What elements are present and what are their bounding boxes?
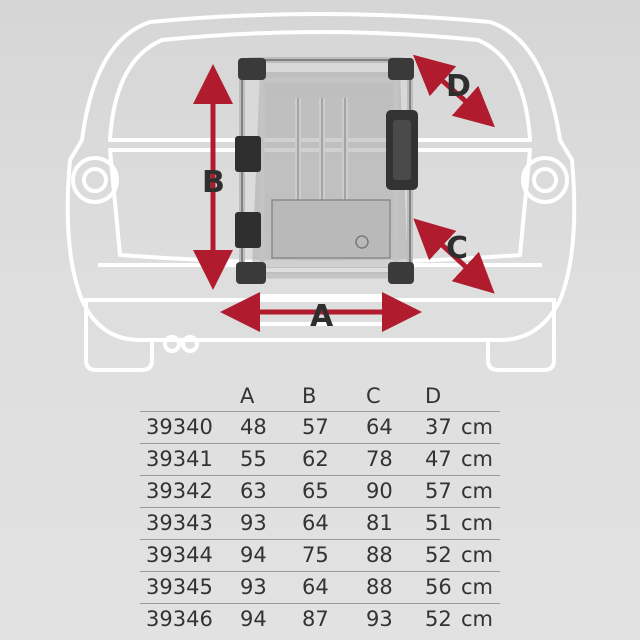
value-a: 94 — [240, 607, 267, 631]
value-a: 93 — [240, 575, 267, 599]
value-b: 87 — [302, 607, 329, 631]
model-number: 39342 — [146, 479, 213, 503]
table-row — [140, 411, 500, 443]
model-number: 39344 — [146, 543, 213, 567]
model-number: 39346 — [146, 607, 213, 631]
value-c: 88 — [366, 543, 393, 567]
value-b: 75 — [302, 543, 329, 567]
unit-label: cm — [461, 415, 494, 439]
model-number: 39341 — [146, 447, 213, 471]
value-b: 65 — [302, 479, 329, 503]
unit-label: cm — [461, 479, 494, 503]
table-row — [140, 571, 500, 603]
unit-label: cm — [461, 607, 494, 631]
value-d: 47 — [425, 447, 452, 471]
model-number: 39343 — [146, 511, 213, 535]
unit-label: cm — [461, 575, 494, 599]
table-row — [140, 475, 500, 507]
value-c: 90 — [366, 479, 393, 503]
label-d: D — [446, 69, 471, 104]
value-a: 94 — [240, 543, 267, 567]
model-number: 39345 — [146, 575, 213, 599]
value-d: 56 — [425, 575, 452, 599]
value-c: 88 — [366, 575, 393, 599]
value-c: 81 — [366, 511, 393, 535]
label-c: C — [446, 231, 469, 266]
value-a: 48 — [240, 415, 267, 439]
value-d: 51 — [425, 511, 452, 535]
value-b: 62 — [302, 447, 329, 471]
header-d: D — [425, 384, 442, 408]
header-c: C — [366, 384, 381, 408]
table-row — [140, 443, 500, 475]
value-b: 64 — [302, 511, 329, 535]
value-a: 93 — [240, 511, 267, 535]
unit-label: cm — [461, 447, 494, 471]
value-d: 52 — [425, 543, 452, 567]
table-row — [140, 603, 500, 635]
header-a: A — [240, 384, 255, 408]
dimensions-table — [140, 380, 500, 635]
table-row — [140, 507, 500, 539]
label-a: A — [310, 299, 334, 334]
value-c: 64 — [366, 415, 393, 439]
table-header — [140, 380, 500, 411]
model-number: 39340 — [146, 415, 213, 439]
value-d: 37 — [425, 415, 452, 439]
label-b: B — [202, 165, 225, 200]
value-d: 52 — [425, 607, 452, 631]
value-c: 78 — [366, 447, 393, 471]
header-b: B — [302, 384, 317, 408]
crate — [235, 58, 418, 284]
value-a: 55 — [240, 447, 267, 471]
value-d: 57 — [425, 479, 452, 503]
value-c: 93 — [366, 607, 393, 631]
value-b: 64 — [302, 575, 329, 599]
table-row — [140, 539, 500, 571]
value-a: 63 — [240, 479, 267, 503]
unit-label: cm — [461, 511, 494, 535]
unit-label: cm — [461, 543, 494, 567]
value-b: 57 — [302, 415, 329, 439]
